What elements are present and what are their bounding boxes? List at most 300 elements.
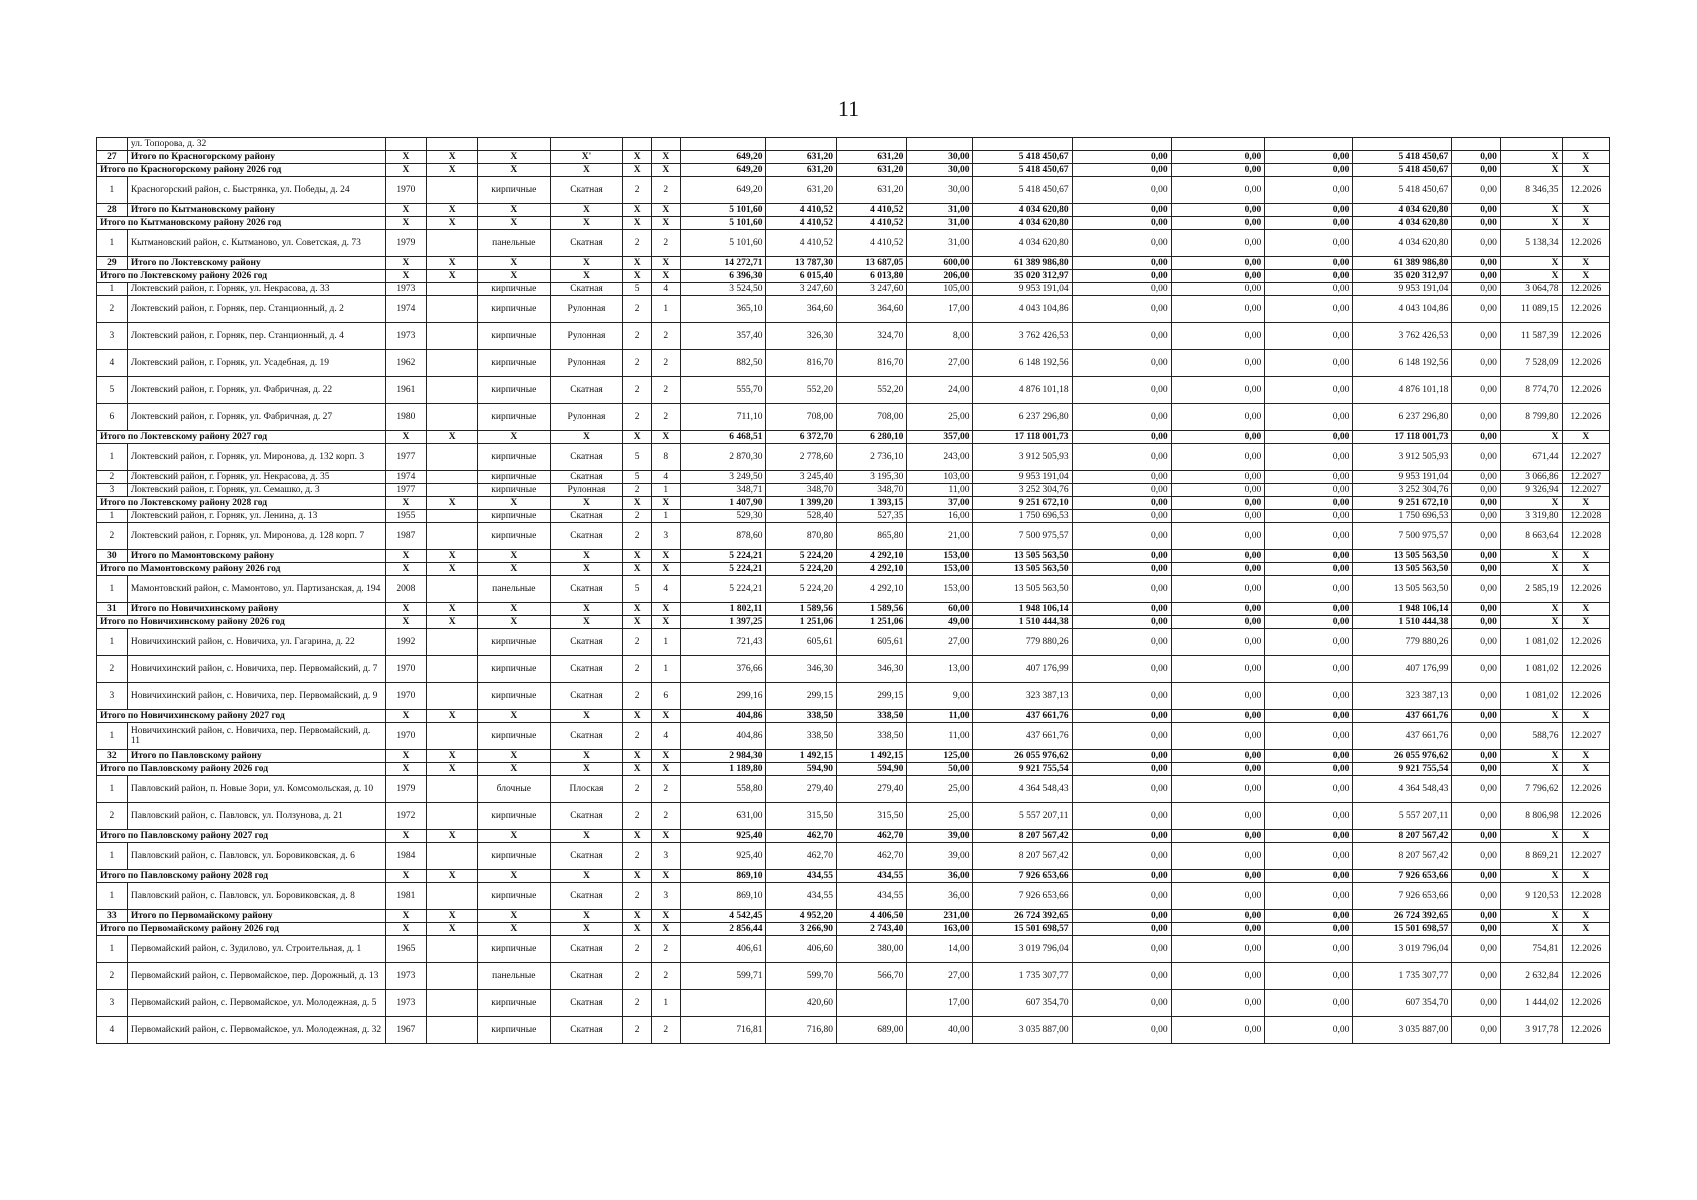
other-cell: 0,00 xyxy=(1452,283,1500,296)
deadline-cell: X xyxy=(1562,151,1609,164)
owners-cell: 407 176,99 xyxy=(1353,656,1452,683)
floors-cell: 2 xyxy=(623,803,652,830)
table-row xyxy=(97,1017,1610,1044)
total-area-cell: 649,20 xyxy=(680,164,766,177)
floors-cell: 2 xyxy=(623,883,652,910)
residential-area-cell: 4 292,10 xyxy=(836,576,906,603)
other-cell: 0,00 xyxy=(1452,710,1500,723)
other-cell xyxy=(1452,138,1500,151)
year-cell: 1967 xyxy=(385,1017,427,1044)
table-row xyxy=(97,563,1610,576)
local-cell: 0,00 xyxy=(1265,404,1353,431)
unused-cell: X xyxy=(427,870,478,883)
residents-cell: 11,00 xyxy=(907,723,973,750)
number-cell: 1 xyxy=(97,576,128,603)
total-cost-cell: 61 389 986,80 xyxy=(973,257,1072,270)
roof-type-cell: X xyxy=(550,550,623,563)
deadline-cell: X xyxy=(1562,870,1609,883)
year-cell: X xyxy=(385,550,427,563)
fund-cell: 0,00 xyxy=(1072,431,1171,444)
residential-area-cell: 1 492,15 xyxy=(836,750,906,763)
residents-cell: 30,00 xyxy=(907,151,973,164)
number-cell: 30 xyxy=(97,550,128,563)
other-cell: 0,00 xyxy=(1452,563,1500,576)
residential-area-cell: 13 687,05 xyxy=(836,257,906,270)
deadline-cell: 12.2026 xyxy=(1562,177,1609,204)
premises-area-cell: 279,40 xyxy=(766,776,836,803)
roof-type-cell: Скатная xyxy=(550,656,623,683)
premises-area-cell: 870,80 xyxy=(766,523,836,550)
regional-cell: 0,00 xyxy=(1171,830,1265,843)
floors-cell: X xyxy=(623,217,652,230)
total-cost-cell: 779 880,26 xyxy=(973,629,1072,656)
other-cell: 0,00 xyxy=(1452,510,1500,523)
number-cell: 2 xyxy=(97,963,128,990)
entrances-cell: X xyxy=(651,923,680,936)
year-cell: 1992 xyxy=(385,629,427,656)
floors-cell: 2 xyxy=(623,404,652,431)
fund-cell: 0,00 xyxy=(1072,723,1171,750)
deadline-cell: X xyxy=(1562,710,1609,723)
fund-cell: 0,00 xyxy=(1072,204,1171,217)
entrances-cell: X xyxy=(651,750,680,763)
residents-cell: 153,00 xyxy=(907,563,973,576)
fund-cell: 0,00 xyxy=(1072,843,1171,870)
total-cost-cell: 3 912 505,93 xyxy=(973,444,1072,471)
year-total-label: Итого по Павловскому району 2027 год xyxy=(97,830,386,843)
residential-area-cell: 462,70 xyxy=(836,830,906,843)
year-cell: X xyxy=(385,710,427,723)
unit-cost-cell: 1 081,02 xyxy=(1500,683,1562,710)
owners-cell: 4 364 548,43 xyxy=(1353,776,1452,803)
premises-area-cell: 1 251,06 xyxy=(766,616,836,629)
owners-cell: 323 387,13 xyxy=(1353,683,1452,710)
total-cost-cell: 4 876 101,18 xyxy=(973,377,1072,404)
roof-type-cell: Скатная xyxy=(550,510,623,523)
local-cell: 0,00 xyxy=(1265,563,1353,576)
residential-area-cell: 1 393,15 xyxy=(836,497,906,510)
residential-area-cell: 605,61 xyxy=(836,629,906,656)
number-cell: 29 xyxy=(97,257,128,270)
unused-cell xyxy=(427,776,478,803)
floors-cell: 5 xyxy=(623,283,652,296)
fund-cell: 0,00 xyxy=(1072,323,1171,350)
total-cost-cell: 17 118 001,73 xyxy=(973,431,1072,444)
residents-cell: 49,00 xyxy=(907,616,973,629)
total-cost-cell: 6 148 192,56 xyxy=(973,350,1072,377)
number-cell: 27 xyxy=(97,151,128,164)
deadline-cell: 12.2027 xyxy=(1562,444,1609,471)
premises-area-cell: 6 372,70 xyxy=(766,431,836,444)
entrances-cell: X xyxy=(651,204,680,217)
unused-cell xyxy=(427,723,478,750)
total-area-cell: 878,60 xyxy=(680,523,766,550)
fund-cell: 0,00 xyxy=(1072,576,1171,603)
table-row xyxy=(97,576,1610,603)
residential-area-cell: 315,50 xyxy=(836,803,906,830)
wall-material-cell: кирпичные xyxy=(477,683,550,710)
regional-cell: 0,00 xyxy=(1171,217,1265,230)
total-area-cell: 1 189,80 xyxy=(680,763,766,776)
table-row xyxy=(97,523,1610,550)
number-cell: 1 xyxy=(97,177,128,204)
local-cell: 0,00 xyxy=(1265,710,1353,723)
table-row xyxy=(97,750,1610,763)
other-cell: 0,00 xyxy=(1452,750,1500,763)
entrances-cell: 2 xyxy=(651,776,680,803)
number-cell: 2 xyxy=(97,523,128,550)
local-cell: 0,00 xyxy=(1265,444,1353,471)
address-cell: Новичихинский район, с. Новичиха, пер. Первомайский, д. 11 xyxy=(127,723,385,750)
deadline-cell: X xyxy=(1562,763,1609,776)
total-cost-cell: 7 926 653,66 xyxy=(973,870,1072,883)
number-cell: 2 xyxy=(97,296,128,323)
fund-cell: 0,00 xyxy=(1072,763,1171,776)
total-cost-cell: 5 418 450,67 xyxy=(973,177,1072,204)
residential-area-cell: 708,00 xyxy=(836,404,906,431)
floors-cell: 2 xyxy=(623,323,652,350)
owners-cell: 9 953 191,04 xyxy=(1353,283,1452,296)
owners-cell: 1 510 444,38 xyxy=(1353,616,1452,629)
wall-material-cell: X xyxy=(477,217,550,230)
unit-cost-cell: X xyxy=(1500,603,1562,616)
year-cell: 1955 xyxy=(385,510,427,523)
unused-cell: X xyxy=(427,164,478,177)
owners-cell: 7 500 975,57 xyxy=(1353,523,1452,550)
entrances-cell: 4 xyxy=(651,576,680,603)
wall-material-cell: кирпичные xyxy=(477,510,550,523)
number-cell: 3 xyxy=(97,323,128,350)
floors-cell: X xyxy=(623,710,652,723)
regional-cell: 0,00 xyxy=(1171,923,1265,936)
entrances-cell: X xyxy=(651,270,680,283)
page-number: 11 xyxy=(837,96,860,121)
floors-cell: 2 xyxy=(623,177,652,204)
number-cell: 31 xyxy=(97,603,128,616)
residents-cell: 50,00 xyxy=(907,763,973,776)
residents-cell: 17,00 xyxy=(907,990,973,1017)
entrances-cell: 1 xyxy=(651,484,680,497)
unused-cell: X xyxy=(427,750,478,763)
roof-type-cell: X xyxy=(550,763,623,776)
local-cell: 0,00 xyxy=(1265,616,1353,629)
owners-cell: 3 762 426,53 xyxy=(1353,323,1452,350)
local-cell: 0,00 xyxy=(1265,217,1353,230)
entrances-cell: X xyxy=(651,563,680,576)
number-cell: 1 xyxy=(97,230,128,257)
table-row xyxy=(97,776,1610,803)
unused-cell xyxy=(427,1017,478,1044)
fund-cell: 0,00 xyxy=(1072,990,1171,1017)
fund-cell: 0,00 xyxy=(1072,629,1171,656)
total-cost-cell: 4 034 620,80 xyxy=(973,204,1072,217)
local-cell: 0,00 xyxy=(1265,990,1353,1017)
number-cell: 2 xyxy=(97,471,128,484)
regional-cell: 0,00 xyxy=(1171,776,1265,803)
roof-type-cell: Скатная xyxy=(550,177,623,204)
owners-cell: 4 876 101,18 xyxy=(1353,377,1452,404)
total-cost-cell: 8 207 567,42 xyxy=(973,830,1072,843)
fund-cell: 0,00 xyxy=(1072,550,1171,563)
wall-material-cell: кирпичные xyxy=(477,404,550,431)
entrances-cell: 2 xyxy=(651,350,680,377)
district-total-label: Итого по Новичихинскому району xyxy=(127,603,385,616)
other-cell: 0,00 xyxy=(1452,323,1500,350)
table-row xyxy=(97,990,1610,1017)
local-cell: 0,00 xyxy=(1265,550,1353,563)
roof-type-cell: Скатная xyxy=(550,1017,623,1044)
regional-cell: 0,00 xyxy=(1171,843,1265,870)
owners-cell: 779 880,26 xyxy=(1353,629,1452,656)
entrances-cell: X xyxy=(651,763,680,776)
year-cell: X xyxy=(385,616,427,629)
address-cell: Первомайский район, с. Первомайское, пер. Дорожный, д. 13 xyxy=(127,963,385,990)
table-row xyxy=(97,803,1610,830)
residents-cell xyxy=(907,138,973,151)
total-area-cell: 529,30 xyxy=(680,510,766,523)
fund-cell: 0,00 xyxy=(1072,830,1171,843)
unit-cost-cell: X xyxy=(1500,204,1562,217)
year-cell: X xyxy=(385,870,427,883)
year-cell: 1981 xyxy=(385,883,427,910)
address-cell: Павловский район, с. Павловск, ул. Ползунова, д. 21 xyxy=(127,803,385,830)
premises-area-cell: 1 492,15 xyxy=(766,750,836,763)
wall-material-cell: панельные xyxy=(477,230,550,257)
entrances-cell: X xyxy=(651,603,680,616)
roof-type-cell: X' xyxy=(550,151,623,164)
total-cost-cell: 4 034 620,80 xyxy=(973,230,1072,257)
table-row xyxy=(97,431,1610,444)
premises-area-cell: 1 399,20 xyxy=(766,497,836,510)
entrances-cell: X xyxy=(651,710,680,723)
unit-cost-cell: X xyxy=(1500,923,1562,936)
entrances-cell: 2 xyxy=(651,963,680,990)
table-row xyxy=(97,323,1610,350)
premises-area-cell: 1 589,56 xyxy=(766,603,836,616)
fund-cell: 0,00 xyxy=(1072,230,1171,257)
address-cell: Локтевский район, г. Горняк, ул. Миронова, д. 128 корп. 7 xyxy=(127,523,385,550)
floors-cell: 2 xyxy=(623,1017,652,1044)
table-row xyxy=(97,616,1610,629)
unused-cell xyxy=(427,404,478,431)
deadline-cell: 12.2026 xyxy=(1562,776,1609,803)
unused-cell xyxy=(427,656,478,683)
residential-area-cell: 816,70 xyxy=(836,350,906,377)
wall-material-cell: X xyxy=(477,710,550,723)
unused-cell xyxy=(427,803,478,830)
entrances-cell: 1 xyxy=(651,990,680,1017)
deadline-cell: 12.2026 xyxy=(1562,404,1609,431)
table-row xyxy=(97,936,1610,963)
regional-cell: 0,00 xyxy=(1171,910,1265,923)
total-cost-cell: 26 055 976,62 xyxy=(973,750,1072,763)
premises-area-cell: 299,15 xyxy=(766,683,836,710)
other-cell: 0,00 xyxy=(1452,723,1500,750)
total-area-cell: 869,10 xyxy=(680,870,766,883)
residential-area-cell: 1 251,06 xyxy=(836,616,906,629)
premises-area-cell: 594,90 xyxy=(766,763,836,776)
wall-material-cell: кирпичные xyxy=(477,283,550,296)
floors-cell: 2 xyxy=(623,990,652,1017)
entrances-cell: 1 xyxy=(651,296,680,323)
address-cell: Первомайский район, с. Первомайское, ул. Молодежная, д. 5 xyxy=(127,990,385,1017)
residential-area-cell: 3 247,60 xyxy=(836,283,906,296)
entrances-cell xyxy=(651,138,680,151)
owners-cell: 437 661,76 xyxy=(1353,710,1452,723)
residential-area-cell: 527,35 xyxy=(836,510,906,523)
fund-cell: 0,00 xyxy=(1072,350,1171,377)
other-cell: 0,00 xyxy=(1452,923,1500,936)
floors-cell: 2 xyxy=(623,683,652,710)
floors-cell: X xyxy=(623,257,652,270)
roof-type-cell: X xyxy=(550,910,623,923)
total-cost-cell: 7 926 653,66 xyxy=(973,883,1072,910)
district-total-label: Итого по Мамонтовскому району xyxy=(127,550,385,563)
other-cell: 0,00 xyxy=(1452,296,1500,323)
residents-cell: 25,00 xyxy=(907,404,973,431)
total-area-cell: 711,10 xyxy=(680,404,766,431)
premises-area-cell: 315,50 xyxy=(766,803,836,830)
floors-cell: 5 xyxy=(623,444,652,471)
unused-cell xyxy=(427,990,478,1017)
wall-material-cell: кирпичные xyxy=(477,629,550,656)
deadline-cell: X xyxy=(1562,204,1609,217)
table-row xyxy=(97,484,1610,497)
address-cell: Новичихинский район, с. Новичиха, пер. Первомайский, д. 7 xyxy=(127,656,385,683)
district-total-label: Итого по Кытмановскому району xyxy=(127,204,385,217)
total-area-cell: 376,66 xyxy=(680,656,766,683)
residential-area-cell: 4 410,52 xyxy=(836,217,906,230)
regional-cell: 0,00 xyxy=(1171,629,1265,656)
local-cell: 0,00 xyxy=(1265,723,1353,750)
entrances-cell: X xyxy=(651,151,680,164)
unused-cell xyxy=(427,523,478,550)
address-cell: Новичихинский район, с. Новичиха, ул. Гагарина, д. 22 xyxy=(127,629,385,656)
total-area-cell: 6 468,51 xyxy=(680,431,766,444)
unused-cell: X xyxy=(427,151,478,164)
year-cell: X xyxy=(385,910,427,923)
deadline-cell: 12.2026 xyxy=(1562,576,1609,603)
address-cell: Локтевский район, г. Горняк, ул. Фабричная, д. 22 xyxy=(127,377,385,404)
wall-material-cell: кирпичные xyxy=(477,803,550,830)
owners-cell: 9 251 672,10 xyxy=(1353,497,1452,510)
year-total-label: Итого по Кытмановскому району 2026 год xyxy=(97,217,386,230)
year-cell: 1973 xyxy=(385,323,427,350)
roof-type-cell: X xyxy=(550,431,623,444)
floors-cell: 5 xyxy=(623,576,652,603)
year-total-label: Итого по Локтевскому району 2028 год xyxy=(97,497,386,510)
roof-type-cell: X xyxy=(550,204,623,217)
other-cell: 0,00 xyxy=(1452,763,1500,776)
total-area-cell: 4 542,45 xyxy=(680,910,766,923)
owners-cell: 4 034 620,80 xyxy=(1353,217,1452,230)
residents-cell: 31,00 xyxy=(907,230,973,257)
regional-cell: 0,00 xyxy=(1171,151,1265,164)
year-total-label: Итого по Мамонтовскому району 2026 год xyxy=(97,563,386,576)
other-cell: 0,00 xyxy=(1452,683,1500,710)
roof-type-cell: Скатная xyxy=(550,471,623,484)
unit-cost-cell: 2 632,84 xyxy=(1500,963,1562,990)
regional-cell: 0,00 xyxy=(1171,510,1265,523)
roof-type-cell: X xyxy=(550,750,623,763)
total-area-cell: 649,20 xyxy=(680,151,766,164)
entrances-cell: 2 xyxy=(651,177,680,204)
wall-material-cell: X xyxy=(477,563,550,576)
fund-cell: 0,00 xyxy=(1072,923,1171,936)
residents-cell: 37,00 xyxy=(907,497,973,510)
premises-area-cell: 631,20 xyxy=(766,151,836,164)
owners-cell: 5 418 450,67 xyxy=(1353,177,1452,204)
unused-cell xyxy=(427,230,478,257)
local-cell: 0,00 xyxy=(1265,164,1353,177)
unused-cell: X xyxy=(427,923,478,936)
local-cell: 0,00 xyxy=(1265,177,1353,204)
total-area-cell: 6 396,30 xyxy=(680,270,766,283)
total-cost-cell: 5 418 450,67 xyxy=(973,164,1072,177)
fund-cell: 0,00 xyxy=(1072,870,1171,883)
unit-cost-cell: 11 587,39 xyxy=(1500,323,1562,350)
owners-cell: 4 034 620,80 xyxy=(1353,204,1452,217)
fund-cell: 0,00 xyxy=(1072,936,1171,963)
year-cell: X xyxy=(385,923,427,936)
roof-type-cell: Скатная xyxy=(550,283,623,296)
roof-type-cell: Скатная xyxy=(550,843,623,870)
unused-cell xyxy=(427,936,478,963)
wall-material-cell: X xyxy=(477,431,550,444)
residential-area-cell: 338,50 xyxy=(836,723,906,750)
floors-cell: X xyxy=(623,870,652,883)
roof-type-cell: X xyxy=(550,270,623,283)
number-cell: 1 xyxy=(97,723,128,750)
year-cell: 1973 xyxy=(385,990,427,1017)
residents-cell: 17,00 xyxy=(907,296,973,323)
unit-cost-cell: X xyxy=(1500,151,1562,164)
regional-cell: 0,00 xyxy=(1171,763,1265,776)
total-area-cell: 404,86 xyxy=(680,723,766,750)
residential-area-cell xyxy=(836,138,906,151)
deadline-cell: 12.2026 xyxy=(1562,656,1609,683)
owners-cell: 26 724 392,65 xyxy=(1353,910,1452,923)
roof-type-cell: Рулонная xyxy=(550,296,623,323)
total-cost-cell: 323 387,13 xyxy=(973,683,1072,710)
floors-cell: 2 xyxy=(623,377,652,404)
other-cell: 0,00 xyxy=(1452,497,1500,510)
deadline-cell xyxy=(1562,138,1609,151)
local-cell: 0,00 xyxy=(1265,763,1353,776)
entrances-cell: X xyxy=(651,910,680,923)
local-cell: 0,00 xyxy=(1265,1017,1353,1044)
floors-cell: X xyxy=(623,616,652,629)
local-cell: 0,00 xyxy=(1265,257,1353,270)
unused-cell: X xyxy=(427,830,478,843)
total-area-cell: 357,40 xyxy=(680,323,766,350)
roof-type-cell: Скатная xyxy=(550,883,623,910)
unused-cell xyxy=(427,683,478,710)
deadline-cell: 12.2026 xyxy=(1562,296,1609,323)
regional-cell: 0,00 xyxy=(1171,616,1265,629)
residential-area-cell: 348,70 xyxy=(836,484,906,497)
wall-material-cell xyxy=(477,138,550,151)
unused-cell: X xyxy=(427,710,478,723)
regional-cell: 0,00 xyxy=(1171,1017,1265,1044)
year-cell: 1961 xyxy=(385,377,427,404)
residents-cell: 163,00 xyxy=(907,923,973,936)
unit-cost-cell: 8 799,80 xyxy=(1500,404,1562,431)
fund-cell: 0,00 xyxy=(1072,404,1171,431)
regional-cell: 0,00 xyxy=(1171,296,1265,323)
owners-cell: 6 237 296,80 xyxy=(1353,404,1452,431)
entrances-cell: 4 xyxy=(651,283,680,296)
